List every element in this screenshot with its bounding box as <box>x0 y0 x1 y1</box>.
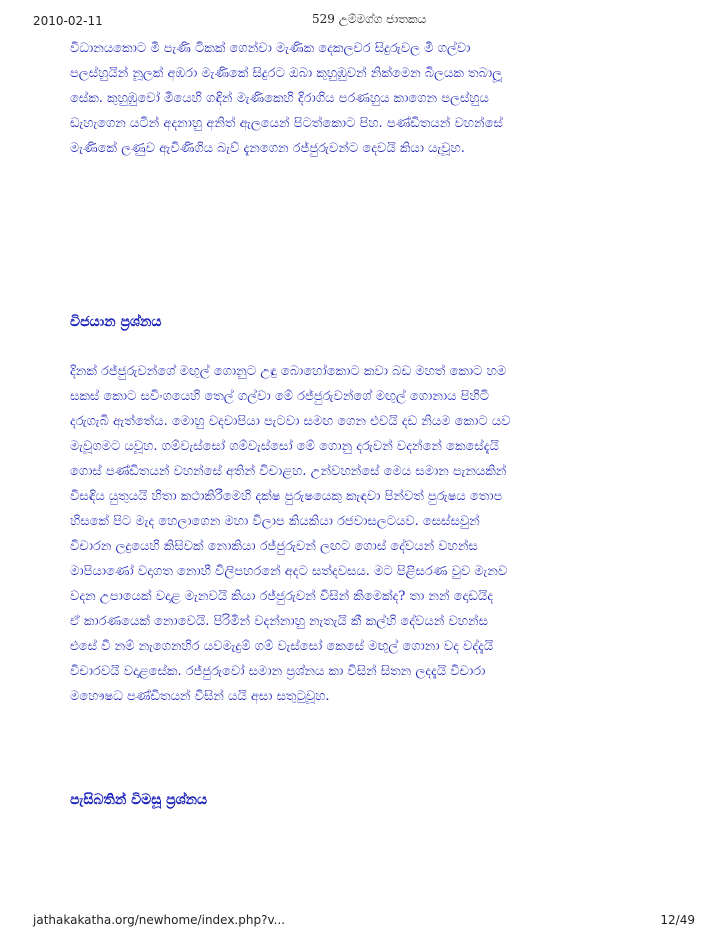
text-line: මාපියාණෝ වදාගත නොහී විලිපහරනේ අදට සත්දවසය. මට පිළිසරණ වුව මැනව <box>70 564 508 579</box>
section-heading-vijayana: විජයාන ප්‍රශ්නය <box>70 314 162 330</box>
intro-paragraph <box>70 36 670 161</box>
text-line: එසේ වී නම් නැගෙනහිර යවමැදුම් ගම් වැස්සෝ කෙසේ මඟුල් ගොනා වද වද්දැයි <box>70 639 494 654</box>
text-line: විධානයකොට මී පැණි ටිකක් ගෙන්වා මැණික දෙකලවර සිදුරුවල මී ගල්වා <box>70 41 471 56</box>
footer-url: jathakakatha.org/newhome/index.php?v... <box>33 913 286 927</box>
text-line: පලස්හුයින් නූලක් අඹරා මැණිකේ සිදුරට ඔබා කුහුඹුවන් නික්මෙන බිලයක තබාලූ <box>70 66 503 81</box>
text-line: මැණිකේ ලණුව ඇවිණිගිය බැව් දැනගෙන රජ්ජුරුවන්ට දෙවයි කියා යැවූහ. <box>70 141 465 156</box>
text-line: මැවූගමට යවූහ. ගම්වැස්සෝ ගම්වැස්සෝ මේ ගොනු දරුවන් වදන්නේ කෙසේදැයි <box>70 439 499 454</box>
footer-page-number: 12/49 <box>660 913 695 927</box>
text-line: වදන උපායෙක් වදාළ මැනවයි කියා රජ්ජුරුවන් විසින් කිමෙක්ද? තා නන් දොඩයිද <box>70 589 494 604</box>
section-paragraph-text <box>70 359 670 709</box>
section-body-vijayana <box>70 359 670 709</box>
text-line: දරුගැබි ඇත්තේය. මොහු වදවාපියා පැටවා සමඟ ගෙන එවයි දඩ නියම කොට යව <box>70 414 511 429</box>
text-line: සේක. කුහුඹුවෝ මීයෙහි ගඳින් මැණිකෙහි දිරාගිය පරණහුය කාගෙන පලස්හුය <box>70 91 489 106</box>
text-line: හිසකේ පිට මැද හෙලාගෙන මහා විලාප කියකියා රජවාසලටයව. සෙස්සවුන් <box>70 514 480 529</box>
text-line: විචාරන ලදුයෙහි කිසිවක් නොකියා රජ්ජුරුවන් ලඟට ගොස් දේවයන් වහන්ස <box>70 539 478 554</box>
section-heading-pasibath: පැසිබතින් විමසූ ප්‍රශ්නය <box>70 792 208 808</box>
text-line: ඒ කාරණයෙක් නොවෙයි. පිරිමින් වදන්නාහු නැතැයි කී කල්හි දේවයන් වහන්ස <box>70 614 488 629</box>
header-date: 2010-02-11 <box>33 14 103 28</box>
text-line: සකස් කොට සවිංගයෙහි තෙල් ගල්වා මේ රජ්ජුරුවන්ගේ මඟුල් ගොනාය පිහිටි <box>70 389 490 404</box>
text-line: මහෞෂධ පණ්ඩිතයන් විසින් යයි අසා සතුටුවූහ. <box>70 689 330 704</box>
intro-paragraph-text <box>70 36 670 161</box>
text-line: ඩැහැගෙන යටින් අදනාහු අනිත් ඇලයෙන් පිටත්කොට පිහ. පණ්ඩිතයන් වහන්සේ <box>70 116 503 131</box>
page-footer <box>0 905 728 935</box>
text-line: දිනක් රජ්ජුරුවන්ගේ මඟුල් ගොනුට උඳු බොහෝකොට කවා බඩ මහත් කොට හම <box>70 364 507 379</box>
text-line: විසඳිය යුතුයයි හිතා කථාකිරීමෙහි දක්ෂ පුරුෂයෙකු කැඳවා පින්වත් පුරුෂය තොප <box>70 489 503 504</box>
text-line: ගොස් පණ්ඩිතයන් වහන්සේ අතින් විචාළහ. උන්වහන්සේ මෙය සමාන පැනයකින් <box>70 464 507 479</box>
page-header <box>0 0 728 28</box>
header-title: 529 උම්මග්ග ජාතකය <box>312 12 427 26</box>
text-line: විචාරවයි වදාළසේක. රජ්ජුරුවෝ සමාන ප්‍රශ්නය කා විසින් සිතන ලදදැයි විචාරා <box>70 664 486 679</box>
